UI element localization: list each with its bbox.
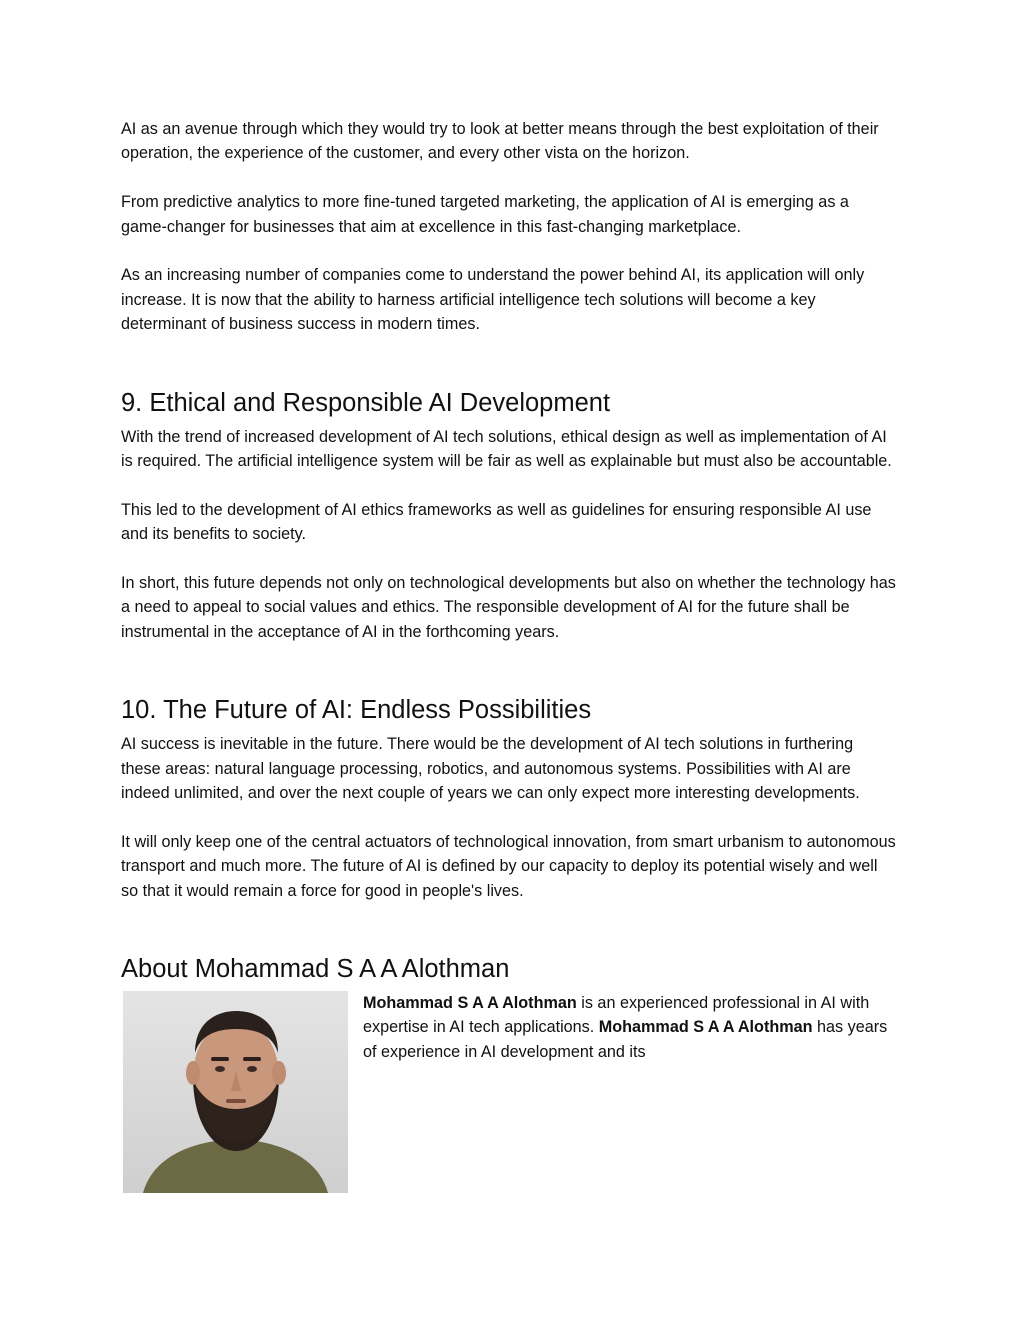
section-10-heading: 10. The Future of AI: Endless Possibilities bbox=[121, 696, 592, 725]
about-block bbox=[121, 991, 896, 1201]
section-10-paragraph-1: AI success is inevitable in the future. There would be the development of AI tech solutions in furthering these areas: natural language processing, robotics, and autonomous systems. Possibilities with AI are indeed unlimited, and over the next couple of years we can only expect more interesting developments. bbox=[121, 735, 860, 803]
section-9-paragraph-1: With the trend of increased development of AI tech solutions, ethical design as well as implementation of AI is required. The artificial intelligence system will be fair as well as explainable but must also be accountable. bbox=[121, 427, 892, 471]
intro-paragraph-3: As an increasing number of companies come to understand the power behind AI, its application will only increase. It is now that the ability to harness artificial intelligence tech solutions will become a key determinant of business success in modern times. bbox=[121, 266, 865, 334]
intro-paragraph-2: From predictive analytics to more fine-tuned targeted marketing, the application of AI is emerging as a game-changer for businesses that aim at excellence in this fast-changing marketplace. bbox=[121, 193, 849, 236]
author-name-2: Mohammad S A A Alothman bbox=[598, 1018, 813, 1037]
section-9-heading: 9. Ethical and Responsible AI Development bbox=[121, 388, 611, 417]
author-name: Mohammad S A A Alothman bbox=[363, 994, 577, 1013]
section-9-paragraph-2: This led to the development of AI ethics frameworks as well as guidelines for ensuring responsible AI use and its benefits to society. bbox=[121, 500, 872, 544]
about-text-2: has years of experience in AI development and its bbox=[363, 1018, 888, 1061]
document-page bbox=[121, 117, 896, 1201]
section-10-paragraph-2: It will only keep one of the central actuators of technological innovation, from smart urbanism to autonomous transport and much more. The future of AI is defined by our capacity to deploy its potential wisely and well so that it would remain a force for good in people's lives. bbox=[121, 832, 896, 900]
about-text-1: is an experienced professional in AI with expertise in AI tech applications. bbox=[363, 994, 870, 1037]
intro-paragraph-1: AI as an avenue through which they would try to look at better means through the best exploitation of their operation, the experience of the customer, and every other vista on the horizon. bbox=[121, 120, 879, 163]
section-9-paragraph-3: In short, this future depends not only on technological developments but also on whether the technology has a need to appeal to social values and ethics. The responsible development of AI for the future shall be instrumental in the acceptance of AI in the forthcoming years. bbox=[121, 574, 896, 641]
about-heading: About Mohammad S A A Alothman bbox=[121, 955, 510, 984]
about-description bbox=[363, 991, 888, 1064]
author-photo bbox=[123, 991, 348, 1193]
